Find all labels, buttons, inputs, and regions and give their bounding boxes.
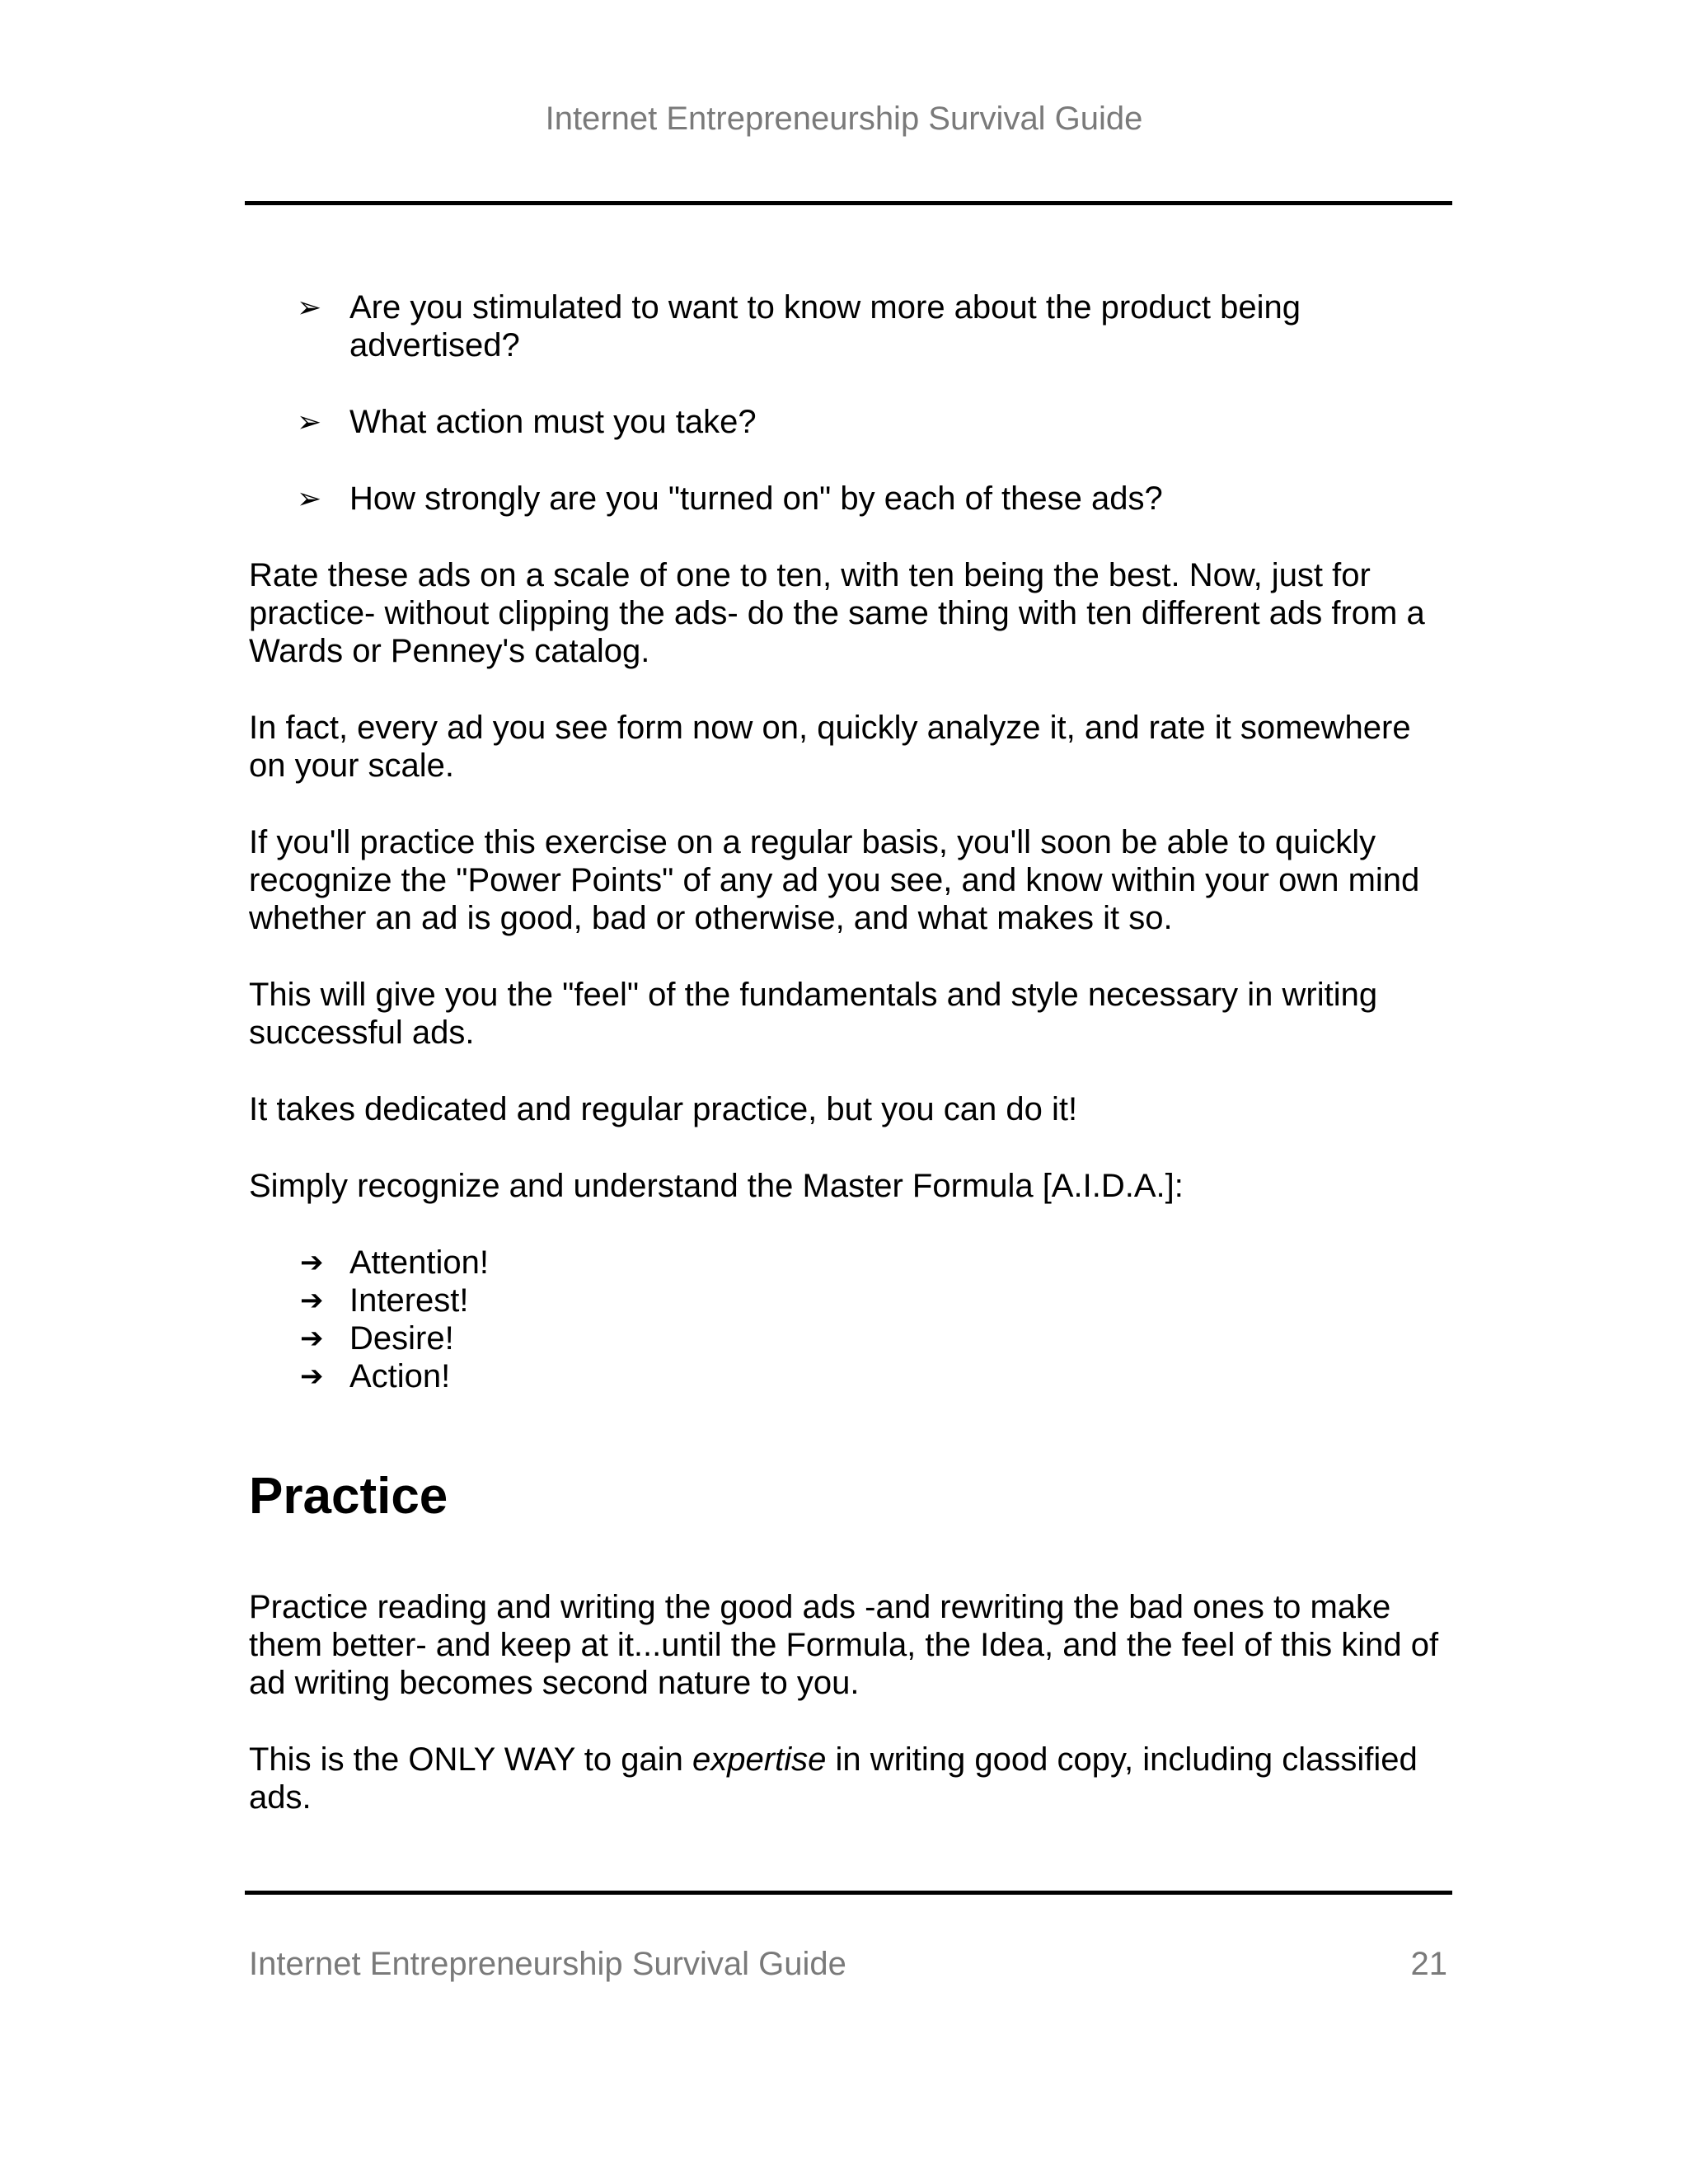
running-header: Internet Entrepreneurship Survival Guide	[545, 101, 1143, 137]
formula-step: Desire!	[349, 1320, 454, 1357]
page-body	[249, 288, 1452, 1855]
paragraph: Rate these ads on a scale of one to ten, with ten being the best. Now, just for practice- without clipping the ads- do the same thing with ten different ads from a Wards or Penney's catalog.	[249, 557, 1425, 669]
arrowhead-bullet-icon: ➢	[297, 481, 322, 515]
paragraph: This will give you the "feel" of the fundamentals and style necessary in writing successful ads.	[249, 977, 1378, 1051]
formula-step: Interest!	[349, 1282, 469, 1319]
question-list	[249, 288, 1452, 518]
paragraph: In fact, every ad you see form now on, quickly analyze it, and rate it somewhere on your scale.	[249, 710, 1411, 784]
header-rule	[245, 201, 1452, 205]
paragraph-text: in writing good copy, including classified ads.	[249, 1741, 1418, 1816]
section-heading: Practice	[249, 1468, 448, 1525]
list-item	[249, 288, 1452, 364]
arrow-right-icon: ➔	[300, 1361, 324, 1392]
page-number: 21	[1410, 1946, 1447, 1982]
arrow-right-icon: ➔	[300, 1323, 324, 1354]
list-item	[249, 1319, 1452, 1357]
list-item	[249, 403, 1452, 441]
paragraph	[249, 1741, 1452, 1816]
formula-step: Attention!	[349, 1244, 490, 1281]
paragraph: If you'll practice this exercise on a regular basis, you'll soon be able to quickly recognize the "Power Points" of any ad you see, and know within your own mind whether an ad is good, bad or otherwise, and what makes it so.	[249, 824, 1420, 936]
paragraph-text: This is the ONLY WAY to gain	[249, 1741, 693, 1778]
emphasis-text: expertise	[692, 1741, 827, 1778]
question-text: How strongly are you "turned on" by each of these ads?	[349, 480, 1163, 517]
paragraph: It takes dedicated and regular practice, but you can do it!	[249, 1091, 1078, 1127]
list-item	[249, 1244, 1452, 1282]
paragraph: Simply recognize and understand the Master Formula [A.I.D.A.]:	[249, 1168, 1184, 1204]
formula-list	[249, 1244, 1452, 1395]
question-text: What action must you take?	[349, 404, 757, 440]
arrow-right-icon: ➔	[300, 1247, 324, 1278]
question-text: Are you stimulated to want to know more about the product being advertised?	[349, 289, 1301, 363]
footer-title: Internet Entrepreneurship Survival Guide	[249, 1946, 846, 1982]
arrowhead-bullet-icon: ➢	[297, 290, 322, 324]
list-item	[249, 1357, 1452, 1395]
footer-rule	[245, 1891, 1452, 1895]
formula-step: Action!	[349, 1358, 451, 1394]
list-item	[249, 1282, 1452, 1319]
arrow-right-icon: ➔	[300, 1285, 324, 1316]
arrowhead-bullet-icon: ➢	[297, 405, 322, 438]
list-item	[249, 480, 1452, 518]
paragraph: Practice reading and writing the good ads -and rewriting the bad ones to make them better- and keep at it...until the Formula, the Idea, and the feel of this kind of ad writing becomes second nature to you.	[249, 1589, 1439, 1701]
